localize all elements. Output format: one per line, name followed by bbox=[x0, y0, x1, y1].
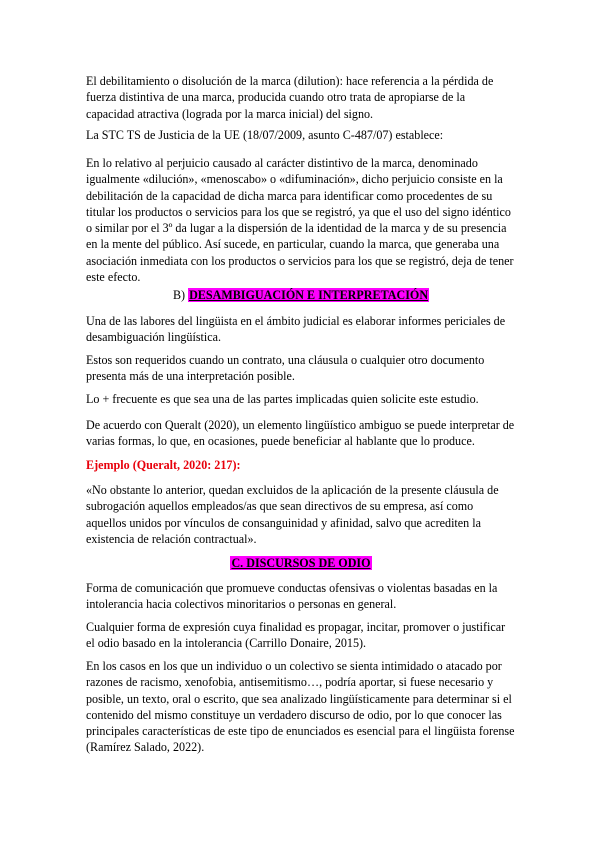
paragraph-linguist-role: Una de las labores del lingüista en el ámbito judicial es elaborar informes periciales de desambiguación lingüística. bbox=[86, 314, 506, 345]
section-heading-c-title: C. DISCURSOS DE ODIO bbox=[231, 556, 371, 570]
example-label: Ejemplo (Queralt, 2020: 217): bbox=[86, 458, 241, 472]
section-heading-c bbox=[86, 555, 516, 571]
section-heading-b-title: DESAMBIGUACIÓN E INTERPRETACIÓN bbox=[189, 288, 429, 302]
paragraph-stc-reference: La STC TS de Justicia de la UE (18/07/2009, asunto C-487/07) establece: bbox=[86, 128, 444, 142]
paragraph-queralt: De acuerdo con Queralt (2020), un elemento lingüístico ambiguo se puede interpretar de varias formas, lo que, en ocasiones, puede beneficiar al hablante que lo produce. bbox=[86, 418, 515, 449]
paragraph-hate-speech-definition: Forma de comunicación que promueve conductas ofensivas o violentas basadas en la intolerancia hacia colectivos minoritarios o personas en general. bbox=[86, 581, 498, 612]
section-heading-b-prefix: B) bbox=[172, 288, 189, 302]
paragraph-frequency: Lo + frecuente es que sea una de las partes implicadas quien solicite este estudio. bbox=[86, 392, 479, 406]
paragraph-hate-speech-expression: Cualquier forma de expresión cuya finalidad es propagar, incitar, promover o justificar el odio basado en la intolerancia (Carrillo Donaire, 2015). bbox=[86, 620, 506, 651]
paragraph-requests: Estos son requeridos cuando un contrato, una cláusula o cualquier otro documento presenta más de una interpretación posible. bbox=[86, 353, 485, 384]
section-heading-b bbox=[86, 287, 516, 303]
paragraph-example-quote: «No obstante lo anterior, quedan excluidos de la aplicación de la presente cláusula de subrogación aquellos empleados/as que sean directivos de su empresa, así como aquellos unidos por vínculos de consanguinidad y afinidad, salvo que acrediten la existencia de relación contractual». bbox=[86, 483, 499, 546]
paragraph-hate-speech-cases: En los casos en los que un individuo o un colectivo se sienta intimidado o atacado por razones de racismo, xenofobia, antisemitismo…, podría aportar, si fuese necesario y posible, un texto, oral o escrito, que sea analizado lingüísticamente para determinar si el contenido del mismo constituye un verdadero discurso de odio, por lo que conocer las principales características de este tipo de enunciados es esencial para el lingüista forense (Ramírez Salado, 2022). bbox=[86, 659, 515, 755]
paragraph-dilution-definition: El debilitamiento o disolución de la marca (dilution): hace referencia a la pérdida de fuerza distintiva de una marca, producida cuando otro trata de apropiarse de la capacidad atractiva (lograda por la marca inicial) del signo. bbox=[86, 74, 494, 121]
paragraph-stc-quote: En lo relativo al perjuicio causado al carácter distintivo de la marca, denominado igualmente «dilución», «menoscabo» o «difuminación», dicho perjuicio consiste en la debilitación de la capacidad de dicha marca para identificar como procedentes de su titular los productos o servicios para los que se registró, ya que el uso del signo idéntico o similar por el 3º da lugar a la dispersión de la identidad de la marca y de su presencia en la mente del público. Así sucede, en particular, cuando la marca, que generaba una asociación inmediata con los productos o servicios para los que se registró, deja de tener este efecto. bbox=[86, 156, 514, 285]
